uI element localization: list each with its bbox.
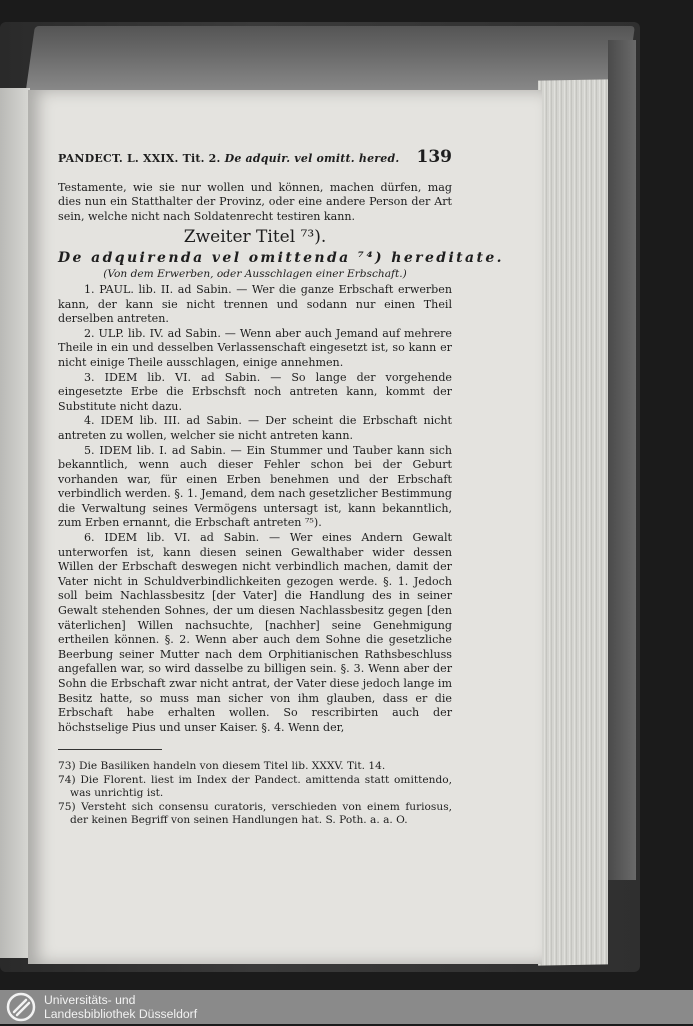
- paragraph-3: 3. IDEM lib. VI. ad Sabin. — So lange der vorgehende eingesetzte Erbe die Erbschsft noch antreten kann, kommt der Substitute nicht dazu.: [58, 370, 452, 413]
- library-name: [44, 993, 197, 1021]
- left-page-edge: [0, 88, 30, 958]
- running-head-roman: PANDECT. L. XXIX. Tit. 2.: [58, 152, 221, 165]
- paragraph-6: 6. IDEM lib. VI. ad Sabin. — Wer eines Andern Gewalt unterworfen ist, kann diesen seinen Gewalthaber wider dessen Willen der Erbschaft deswegen nicht verbindlich machen, damit der Vater nicht in Schuldverbindlichkeiten gezogen werde. §. 1. Jedoch soll beim Nachlassbesitz [der Vater] die Handlung des in seiner Gewalt stehenden Sohnes, der um diesen Nachlassbesitz gegen [den väterlichen] Willen nachsuchte, [nachher] seine Genehmigung ertheilen können. §. 2. Wenn aber auch dem Sohne die gesetzliche Beerbung seiner Mutter nach dem Orphitianischen Rathsbeschluss angefallen war, so wird dasselbe zu billigen sein. §. 3. Wenn aber der Sohn die Erbschaft zwar nicht antrat, der Vater diese jedoch lange im Besitz hatte, so muss man sicher von ihm glauben, dass er die Erbschaft habe erhalten wollen. So rescribirten auch der höchstselige Pius und unser Kaiser. §. 4. Wenn der,: [58, 531, 452, 734]
- paragraph-2: 2. ULP. lib. IV. ad Sabin. — Wenn aber auch Jemand auf mehrere Theile in ein und desselben Verlassenschaft eingesetzt ist, so kann er nicht einige Theile ausschlagen, einige annehmen.: [58, 326, 452, 369]
- page-number: 139: [416, 147, 452, 167]
- paragraph-1: 1. PAUL. lib. II. ad Sabin. — Wer die ganze Erbschaft erwerben kann, der kann sie nicht trennen und sodann nur einen Theil derselben antreten.: [58, 282, 452, 326]
- footnote-divider: [58, 749, 162, 750]
- library-footer-bar: [0, 990, 693, 1024]
- library-name-line2: Landesbibliothek Düsseldorf: [44, 1007, 198, 1021]
- section-subtitle: De adquirenda vel omittenda ⁷⁴) hereditate.: [58, 250, 504, 267]
- footnote-75: 75) Versteht sich consensu curatoris, verschieden von einem furiosus, der keinen Begriff von seinen Handlungen hat. S. Poth. a. a. O.: [58, 800, 452, 826]
- running-head: [58, 152, 399, 167]
- paragraph-5: 5. IDEM lib. I. ad Sabin. — Ein Stummer und Tauber kann sich bekanntlich, wenn auch dieser Fehler schon bei der Geburt vorhanden war, für einen Erben benehmen und der Erbschaft verbindlich werden. §. 1. Jemand, dem nach gesetzlicher Bestimmung die Verwaltung seines Vermögens untersagt ist, kann bekanntlich, zum Erben ernannt, die Erbschaft antreten ⁷⁵).: [58, 443, 452, 530]
- running-head-italic: De adquir. vel omitt. hered.: [224, 152, 400, 165]
- page-content: [58, 147, 504, 827]
- intro-text: Testamente, wie sie nur wollen und können, machen dürfen, mag dies nun ein Statthalter der Provinz, oder eine andere Person der Art sein, welche nicht nach Soldatenrecht testiren kann.: [58, 180, 452, 223]
- footnote-73: 73) Die Basiliken handeln von diesem Titel lib. XXXV. Tit. 14.: [58, 760, 386, 773]
- running-header: [58, 147, 452, 167]
- paragraph-4: 4. IDEM lib. III. ad Sabin. — Der scheint die Erbschaft nicht antreten zu wollen, welcher sie nicht antreten kann.: [58, 414, 452, 442]
- library-logo-icon: [6, 992, 36, 1022]
- section-translation: (Von dem Erwerben, oder Ausschlagen einer Erbschaft.): [103, 268, 407, 281]
- library-name-line1: Universitäts- und: [44, 993, 136, 1007]
- book-spine: [608, 40, 636, 880]
- footnote-74: 74) Die Florent. liest im Index der Pandect. amittenda statt omittendo, was unrichtig ist.: [58, 773, 452, 800]
- page-stack-edges: [538, 79, 608, 965]
- section-title: Zweiter Titel ⁷³).: [183, 227, 327, 248]
